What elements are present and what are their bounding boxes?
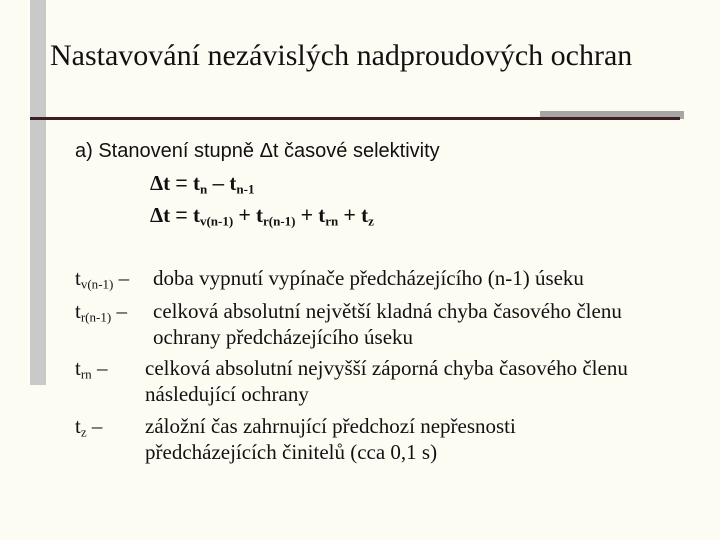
formula-2-plus-2: +	[300, 204, 314, 227]
formula-2-term-c-sub: rn	[325, 213, 339, 229]
definition-text-continued: předcházejících činitelů (cca 0,1 s)	[145, 440, 438, 464]
definition-dash: –	[116, 299, 127, 323]
formula-2-term-d-sub: z	[368, 213, 374, 229]
definition-text: záložní čas zahrnující předchozí nepřesnosti	[145, 414, 516, 438]
definition-term	[75, 355, 107, 381]
formula-2-term-b-sub: r(n-1)	[262, 213, 296, 229]
formula-1-minus: –	[212, 172, 225, 195]
definition-dash: –	[91, 414, 103, 438]
formula-1	[150, 170, 254, 197]
formula-2-term-c: t	[318, 203, 326, 227]
definition-text: celková absolutní nejvyšší záporná chyba časového členu	[145, 356, 628, 380]
definition-text-continued: následující ochrany	[145, 382, 309, 406]
definition-term	[75, 265, 129, 291]
formula-1-term-1-sub: n	[199, 181, 208, 197]
formula-2-term-d: t	[361, 203, 369, 227]
definition-term-symbol: t	[75, 414, 81, 438]
formula-2-equals: =	[175, 204, 188, 227]
definition-term-sub: v(n-1)	[80, 276, 114, 292]
formula-2-term-a-sub: v(n-1)	[199, 213, 234, 229]
definition-dash: –	[96, 356, 108, 380]
formula-2-term-a: t	[192, 203, 200, 227]
definition-text: doba vypnutí vypínače předcházejícího (n-1) úseku	[153, 266, 584, 290]
formula-2-lhs: Δt	[150, 203, 171, 227]
definition-term-symbol: t	[75, 266, 81, 290]
definition-term-sub: rn	[80, 366, 92, 382]
definition-term-sub: r(n-1)	[80, 309, 112, 325]
formula-2-plus-1: +	[238, 204, 251, 227]
definition-term-symbol: t	[75, 299, 81, 323]
formula-2	[150, 202, 374, 229]
formula-2-term-b: t	[255, 203, 263, 227]
definition-dash: –	[118, 266, 130, 290]
formula-1-term-2-sub: n-1	[236, 181, 255, 197]
definition-text: celková absolutní největší kladná chyba časového členu	[153, 299, 622, 323]
formula-1-lhs: Δt	[150, 171, 171, 195]
definition-term-sub: z	[80, 424, 87, 440]
left-accent-bar	[30, 0, 46, 385]
definition-term-symbol: t	[75, 356, 81, 380]
definition-term	[75, 298, 127, 324]
title-underline	[30, 117, 680, 120]
formula-2-plus-3: +	[343, 204, 356, 227]
slide-title: Nastavování nezávislých nadproudových ochran	[50, 39, 633, 72]
formula-1-term-2: t	[229, 171, 237, 195]
definition-term	[75, 413, 102, 439]
formula-1-term-1: t	[192, 171, 200, 195]
formula-1-equals: =	[175, 172, 188, 195]
definition-text-continued: ochrany předcházejícího úseku	[153, 325, 414, 349]
section-heading: a) Stanovení stupně Δt časové selektivity	[75, 140, 440, 162]
